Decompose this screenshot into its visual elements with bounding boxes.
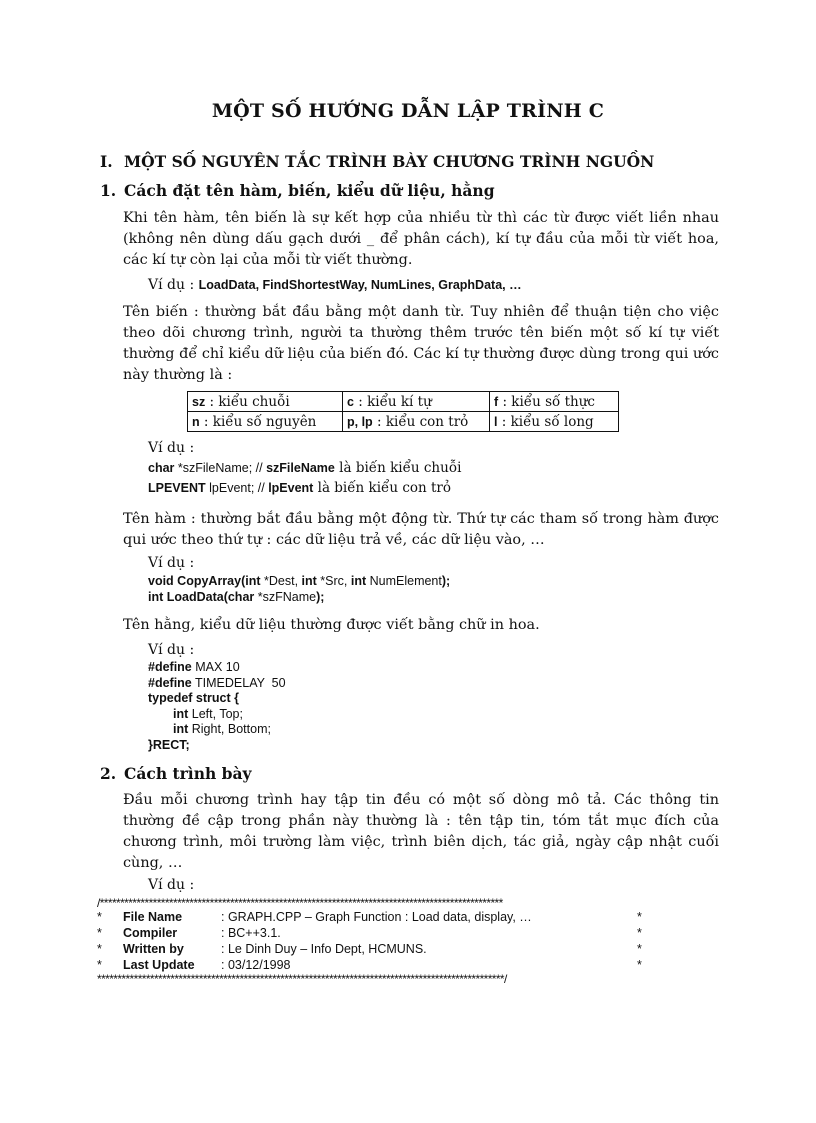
example-2-label: Ví dụ :: [148, 440, 195, 456]
header-row: * Compiler : BC++3.1. *: [97, 926, 642, 940]
example-label: Ví dụ :: [148, 277, 195, 293]
example-1: [148, 277, 522, 293]
subsection-number: 1.: [100, 181, 117, 200]
subsection-heading-1: [100, 181, 495, 200]
code-line: int Left, Top;: [173, 706, 243, 721]
prefix-table: [187, 391, 619, 432]
code-line: LPEVENT lpEvent; // lpEvent là biến kiểu con trỏ: [148, 479, 452, 496]
table-cell: f : kiểu số thực: [490, 392, 619, 412]
subsection-title: Cách trình bày: [124, 764, 252, 783]
header-row: * File Name : GRAPH.CPP – Graph Function : Load data, display, … *: [97, 910, 642, 924]
code-line: char *szFileName; // szFileName là biến kiểu chuỗi: [148, 460, 462, 476]
table-cell: n : kiểu số nguyên: [188, 412, 343, 432]
example-names: LoadData, FindShortestWay, NumLines, GraphData, …: [198, 278, 522, 292]
table-row: [188, 412, 619, 432]
example-2-code: [148, 461, 461, 496]
subsection-heading-2: [100, 764, 252, 783]
paragraph-naming-rule: Khi tên hàm, tên biến là sự kết hợp của nhiều từ thì các từ được viết liền nhau (không nên dùng dấu gạch dưới _ để phân cách), kí tự đầu của mỗi từ viết hoa, các kí tự còn lại của mỗi từ viết thường.: [123, 210, 719, 268]
section-title: MỘT SỐ NGUYÊN TẮC TRÌNH BÀY CHƯƠNG TRÌNH NGUỒN: [124, 152, 655, 171]
header-row: * Written by : Le Dinh Duy – Info Dept, HCMUNS. *: [97, 942, 642, 956]
file-header-comment: [97, 897, 645, 985]
table-cell: p, lp : kiểu con trỏ: [343, 412, 490, 432]
code-line: #define TIMEDELAY 50: [148, 675, 286, 690]
example-3-label: Ví dụ :: [148, 555, 195, 571]
paragraph-layout: Đầu mỗi chương trình hay tập tin đều có một số dòng mô tả. Các thông tin thường đề cập trong phần này thường là : tên tập tin, tóm tắt mục đích của chương trình, môi trường làm việc, trình biên dịch, tác giả, ngày cập nhật cuối cùng, …: [123, 792, 719, 871]
code-line: }RECT;: [148, 737, 190, 752]
paragraph-constants: Tên hằng, kiểu dữ liệu thường được viết bằng chữ in hoa.: [123, 617, 540, 633]
example-4-label: Ví dụ :: [148, 642, 195, 658]
paragraph-variable-names: Tên biến : thường bắt đầu bằng một danh từ. Tuy nhiên để thuận tiện cho việc theo dõi chương trình, người ta thường thêm trước tên biến một số kí tự viết thường để chỉ kiểu dữ liệu của biến đó. Các kí tự thường được dùng trong qui ước này thường là :: [123, 304, 719, 383]
example-4-code: [148, 660, 286, 753]
table-cell: l : kiểu số long: [490, 412, 619, 432]
section-heading: [100, 152, 654, 171]
paragraph-function-names: Tên hàm : thường bắt đầu bằng một động từ. Thứ tự các tham số trong hàm được qui ước theo thứ tự : các dữ liệu trả về, các dữ liệu vào, …: [123, 511, 719, 548]
page-title: MỘT SỐ HƯỚNG DẪN LẬP TRÌNH C: [211, 100, 605, 122]
subsection-number: 2.: [100, 764, 117, 783]
comment-top-border: /***************************************************************************************************: [97, 897, 503, 909]
table-cell: sz : kiểu chuỗi: [188, 392, 343, 412]
table-row: [188, 392, 619, 412]
table-cell: c : kiểu kí tự: [343, 392, 490, 412]
header-row: * Last Update : 03/12/1998 *: [97, 958, 642, 972]
comment-bottom-border: ****************************************************************************************************/: [97, 973, 507, 985]
code-line: #define MAX 10: [148, 660, 240, 674]
code-line: void CopyArray(int *Dest, int *Src, int NumElement);: [148, 574, 451, 588]
example-5-label: Ví dụ :: [148, 877, 195, 893]
code-line: typedef struct {: [148, 691, 239, 705]
subsection-title: Cách đặt tên hàm, biến, kiểu dữ liệu, hằng: [124, 181, 495, 200]
code-line: int Right, Bottom;: [173, 722, 271, 736]
example-3-code: [148, 574, 450, 605]
code-line: int LoadData(char *szFName);: [148, 589, 325, 604]
section-number: I.: [100, 152, 113, 171]
